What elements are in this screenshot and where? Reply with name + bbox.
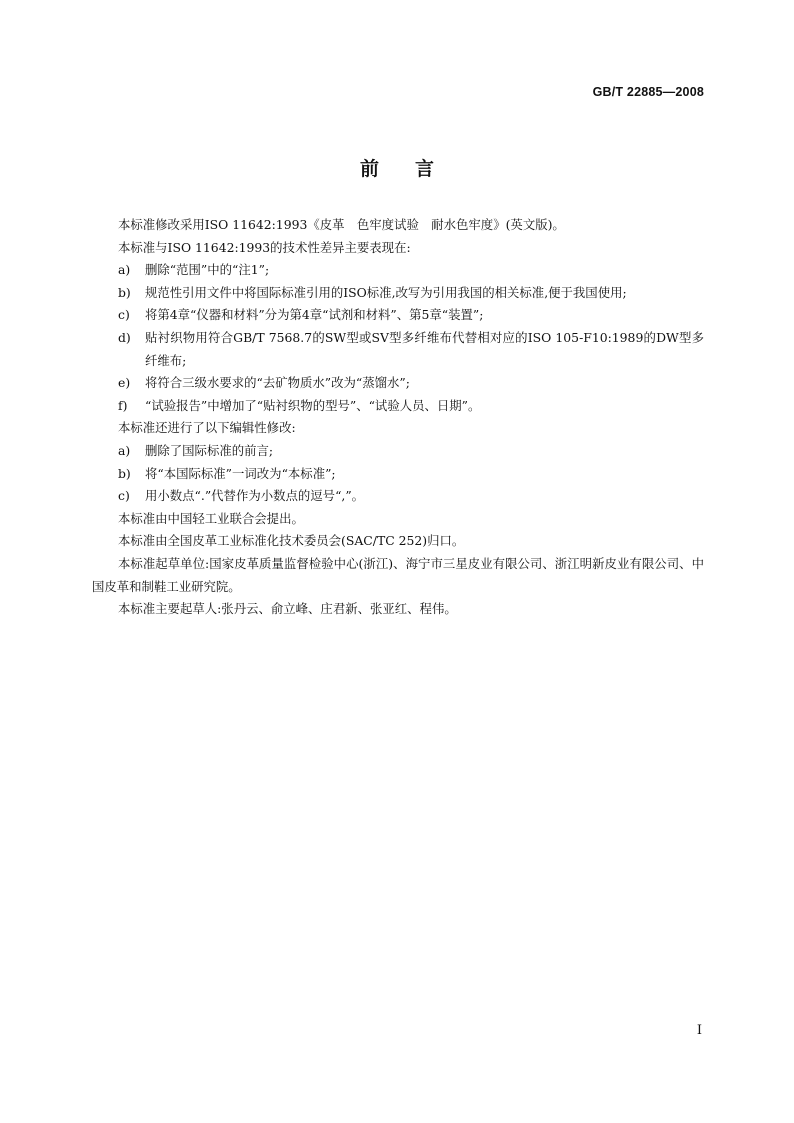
standard-code: GB/T 22885—2008 — [592, 85, 704, 99]
list-item — [92, 395, 704, 418]
proposer-paragraph: 本标准由中国轻工业联合会提出。 — [118, 510, 304, 526]
list-item — [92, 463, 704, 486]
page-title: 前言 — [359, 158, 470, 180]
list-item-text: 将“本国际标准”一词改为“本标准”; — [145, 465, 336, 481]
list-item — [92, 440, 704, 463]
list-marker: c) — [118, 307, 130, 323]
list-item — [92, 282, 704, 305]
list-marker: b) — [118, 284, 131, 300]
tech-diff-heading: 本标准与ISO 11642:1993的技术性差异主要表现在: — [118, 239, 411, 255]
list-item-text: 规范性引用文件中将国际标准引用的ISO标准,改写为引用我国的相关标准,便于我国使用; — [145, 284, 627, 300]
list-item — [92, 372, 704, 395]
edit-changes-heading: 本标准还进行了以下编辑性修改: — [118, 420, 296, 436]
drafters-paragraph: 本标准主要起草人:张丹云、俞立峰、庄君新、张亚红、程伟。 — [118, 601, 457, 617]
list-item-text: “试验报告”中增加了“贴衬织物的型号”、“试验人员、日期”。 — [145, 397, 481, 413]
list-item — [92, 304, 704, 327]
list-item — [92, 259, 704, 282]
intro-paragraph: 本标准修改采用ISO 11642:1993《皮革 色牢度试验 耐水色牢度》(英文版)。 — [118, 217, 565, 232]
list-item-text: 贴衬织物用符合GB/T 7568.7的SW型或SV型多纤维布代替相对应的ISO 105-F10:1989的DW型多纤维布; — [145, 329, 704, 368]
page-number: I — [696, 1023, 702, 1038]
list-marker: a) — [118, 442, 131, 458]
list-marker: a) — [118, 262, 131, 278]
list-marker: b) — [118, 465, 131, 481]
list-marker: e) — [118, 375, 131, 391]
list-item — [92, 485, 704, 508]
list-item-text: 用小数点“.”代替作为小数点的逗号“,”。 — [145, 488, 365, 504]
list-item-text: 删除了国际标准的前言; — [145, 442, 274, 458]
list-item-text: 将符合三级水要求的“去矿物质水”改为“蒸馏水”; — [145, 375, 410, 391]
list-item-text: 将第4章“仪器和材料”分为第4章“试剂和材料”、第5章“装置”; — [145, 307, 484, 323]
list-item — [92, 327, 704, 372]
list-marker: f) — [118, 397, 128, 413]
list-marker: c) — [118, 488, 130, 504]
committee-paragraph: 本标准由全国皮革工业标准化技术委员会(SAC/TC 252)归口。 — [118, 533, 465, 549]
drafting-units-paragraph: 本标准起草单位:国家皮革质量监督检验中心(浙江)、海宁市三星皮业有限公司、浙江明新皮业有限公司、中国皮革和制鞋工业研究院。 — [92, 555, 704, 594]
list-marker: d) — [118, 329, 131, 345]
list-item-text: 删除“范围”中的“注1”; — [145, 262, 270, 278]
document-body — [92, 214, 704, 621]
